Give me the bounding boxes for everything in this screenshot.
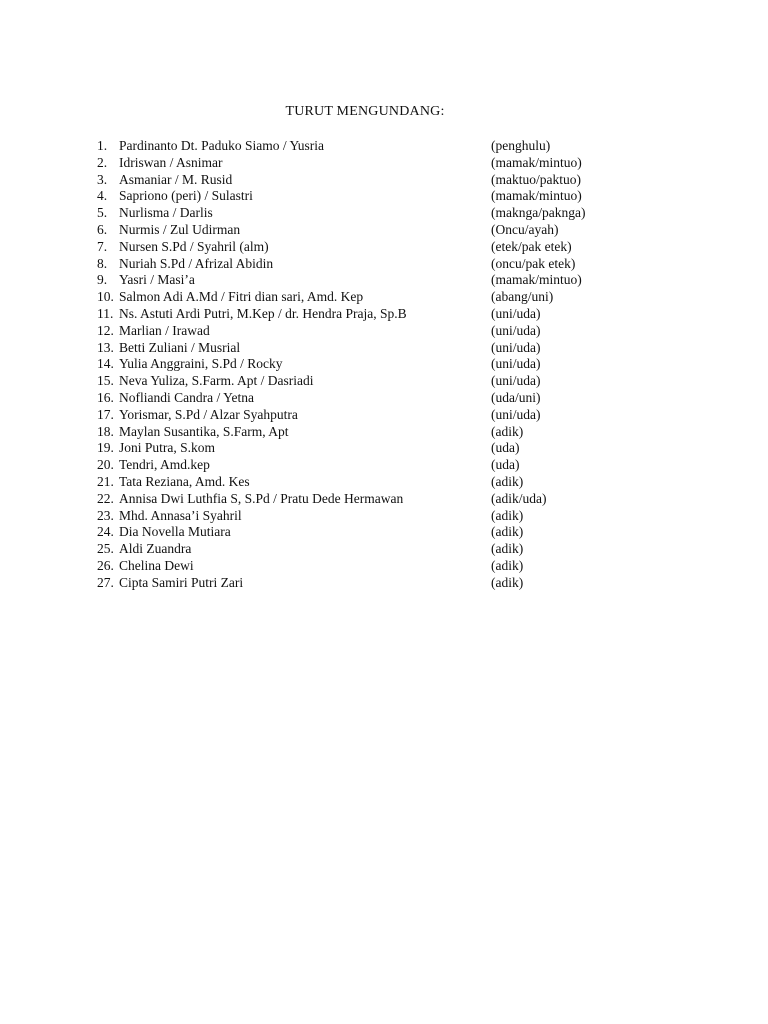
list-item	[97, 373, 617, 390]
invitee-relation: (adik/uda)	[491, 490, 547, 506]
list-item	[97, 272, 617, 289]
invitee-name: Dia Novella Mutiara	[119, 524, 231, 540]
list-item	[97, 172, 617, 189]
list-item	[97, 138, 617, 155]
list-item	[97, 256, 617, 273]
invitee-relation: (etek/pak etek)	[491, 238, 572, 254]
list-item-number: 22.	[97, 490, 114, 506]
invitee-relation: (uni/uda)	[491, 305, 541, 321]
invitee-relation: (uda)	[491, 457, 520, 473]
list-item	[97, 340, 617, 357]
invitee-name: Yorismar, S.Pd / Alzar Syahputra	[119, 406, 298, 422]
invitee-name: Nursen S.Pd / Syahril (alm)	[119, 238, 269, 254]
invitee-name: Ns. Astuti Ardi Putri, M.Kep / dr. Hendra Praja, Sp.B	[119, 305, 407, 321]
list-item-number: 9.	[97, 272, 108, 288]
invitee-name: Nurlisma / Darlis	[119, 205, 213, 221]
invitee-name: Yasri / Masi’a	[119, 272, 195, 288]
invitee-relation: (uni/uda)	[491, 322, 541, 338]
list-item	[97, 424, 617, 441]
list-item-number: 6.	[97, 221, 108, 237]
invitee-relation: (Oncu/ayah)	[491, 221, 559, 237]
invitee-name: Chelina Dewi	[119, 557, 194, 573]
list-item	[97, 558, 617, 575]
invitee-relation: (penghulu)	[491, 138, 551, 153]
list-item-number: 18.	[97, 423, 114, 439]
invitee-name: Marlian / Irawad	[119, 322, 210, 338]
invitee-name: Asmaniar / M. Rusid	[119, 171, 233, 187]
list-item-number: 19.	[97, 440, 114, 456]
invitee-relation: (uni/uda)	[491, 373, 541, 389]
list-item	[97, 407, 617, 424]
invitee-relation: (uni/uda)	[491, 356, 541, 372]
list-item-number: 25.	[97, 541, 114, 557]
invitee-name: Mhd. Annasa’i Syahril	[119, 507, 242, 523]
list-item-number: 20.	[97, 457, 114, 473]
list-item	[97, 205, 617, 222]
invitee-name: Tendri, Amd.kep	[119, 457, 210, 473]
list-item-number: 4.	[97, 188, 108, 204]
document-title: TURUT MENGUNDANG:	[285, 104, 445, 119]
list-item	[97, 155, 617, 172]
invitee-relation: (adik)	[491, 541, 524, 557]
list-item	[97, 222, 617, 239]
list-item-number: 8.	[97, 255, 108, 271]
invitee-name: Nurmis / Zul Udirman	[119, 221, 241, 237]
invitee-relation: (uda/uni)	[491, 389, 541, 405]
invitee-name: Sapriono (peri) / Sulastri	[119, 188, 253, 204]
invitee-relation: (adik)	[491, 557, 524, 573]
invitee-relation: (adik)	[491, 524, 524, 540]
list-item-number: 16.	[97, 389, 114, 405]
list-item	[97, 541, 617, 558]
invitee-relation: (abang/uni)	[491, 289, 554, 305]
invitee-relation: (maktuo/paktuo)	[491, 171, 581, 187]
invitee-relation: (uda)	[491, 440, 520, 456]
invitee-relation: (mamak/mintuo)	[491, 272, 582, 288]
invitee-name: Yulia Anggraini, S.Pd / Rocky	[119, 356, 283, 372]
list-item	[97, 323, 617, 340]
list-item-number: 23.	[97, 507, 114, 523]
invitee-relation: (oncu/pak etek)	[491, 255, 576, 271]
invitee-name: Cipta Samiri Putri Zari	[119, 574, 244, 590]
list-item-number: 14.	[97, 356, 114, 372]
invitee-relation: (adik)	[491, 574, 524, 590]
invitee-name: Annisa Dwi Luthfia S, S.Pd / Pratu Dede Hermawan	[119, 490, 404, 506]
invitee-name: Tata Reziana, Amd. Kes	[119, 473, 250, 489]
invitee-relation: (adik)	[491, 507, 524, 523]
list-item	[97, 508, 617, 525]
list-item	[97, 390, 617, 407]
invitee-name: Betti Zuliani / Musrial	[119, 339, 241, 355]
list-item-number: 5.	[97, 205, 108, 221]
list-item	[97, 239, 617, 256]
list-item-number: 24.	[97, 524, 114, 540]
list-item	[97, 491, 617, 508]
list-item-number: 7.	[97, 238, 108, 254]
invitee-name: Joni Putra, S.kom	[119, 440, 216, 456]
list-item	[97, 289, 617, 306]
list-item	[97, 474, 617, 491]
invitee-name: Nofliandi Candra / Yetna	[119, 389, 254, 405]
list-item	[97, 188, 617, 205]
list-item-number: 26.	[97, 557, 114, 573]
list-item	[97, 440, 617, 457]
invitee-relation: (uni/uda)	[491, 339, 541, 355]
invitee-relation: (uni/uda)	[491, 406, 541, 422]
invitee-list	[97, 138, 617, 592]
list-item-number: 13.	[97, 339, 114, 355]
list-item-number: 15.	[97, 373, 114, 389]
list-item-number: 1.	[97, 138, 108, 153]
invitee-relation: (maknga/paknga)	[491, 205, 586, 221]
invitee-name: Aldi Zuandra	[119, 541, 192, 557]
list-item	[97, 306, 617, 323]
list-item-number: 11.	[97, 305, 114, 321]
invitee-name: Salmon Adi A.Md / Fitri dian sari, Amd. Kep	[119, 289, 364, 305]
list-item-number: 17.	[97, 406, 114, 422]
list-item	[97, 524, 617, 541]
list-item-number: 12.	[97, 322, 114, 338]
invitee-relation: (adik)	[491, 473, 524, 489]
list-item-number: 27.	[97, 574, 114, 590]
list-item-number: 2.	[97, 154, 108, 170]
invitee-relation: (mamak/mintuo)	[491, 188, 582, 204]
invitee-name: Pardinanto Dt. Paduko Siamo / Yusria	[119, 138, 324, 153]
list-item	[97, 356, 617, 373]
invitee-relation: (adik)	[491, 423, 524, 439]
list-item	[97, 457, 617, 474]
list-item-number: 21.	[97, 473, 114, 489]
invitee-relation: (mamak/mintuo)	[491, 154, 582, 170]
list-item-number: 3.	[97, 171, 108, 187]
list-item	[97, 575, 617, 592]
invitee-name: Neva Yuliza, S.Farm. Apt / Dasriadi	[119, 373, 314, 389]
list-item-number: 10.	[97, 289, 114, 305]
invitee-name: Idriswan / Asnimar	[119, 154, 223, 170]
invitee-name: Maylan Susantika, S.Farm, Apt	[119, 423, 289, 439]
invitee-name: Nuriah S.Pd / Afrizal Abidin	[119, 255, 274, 271]
